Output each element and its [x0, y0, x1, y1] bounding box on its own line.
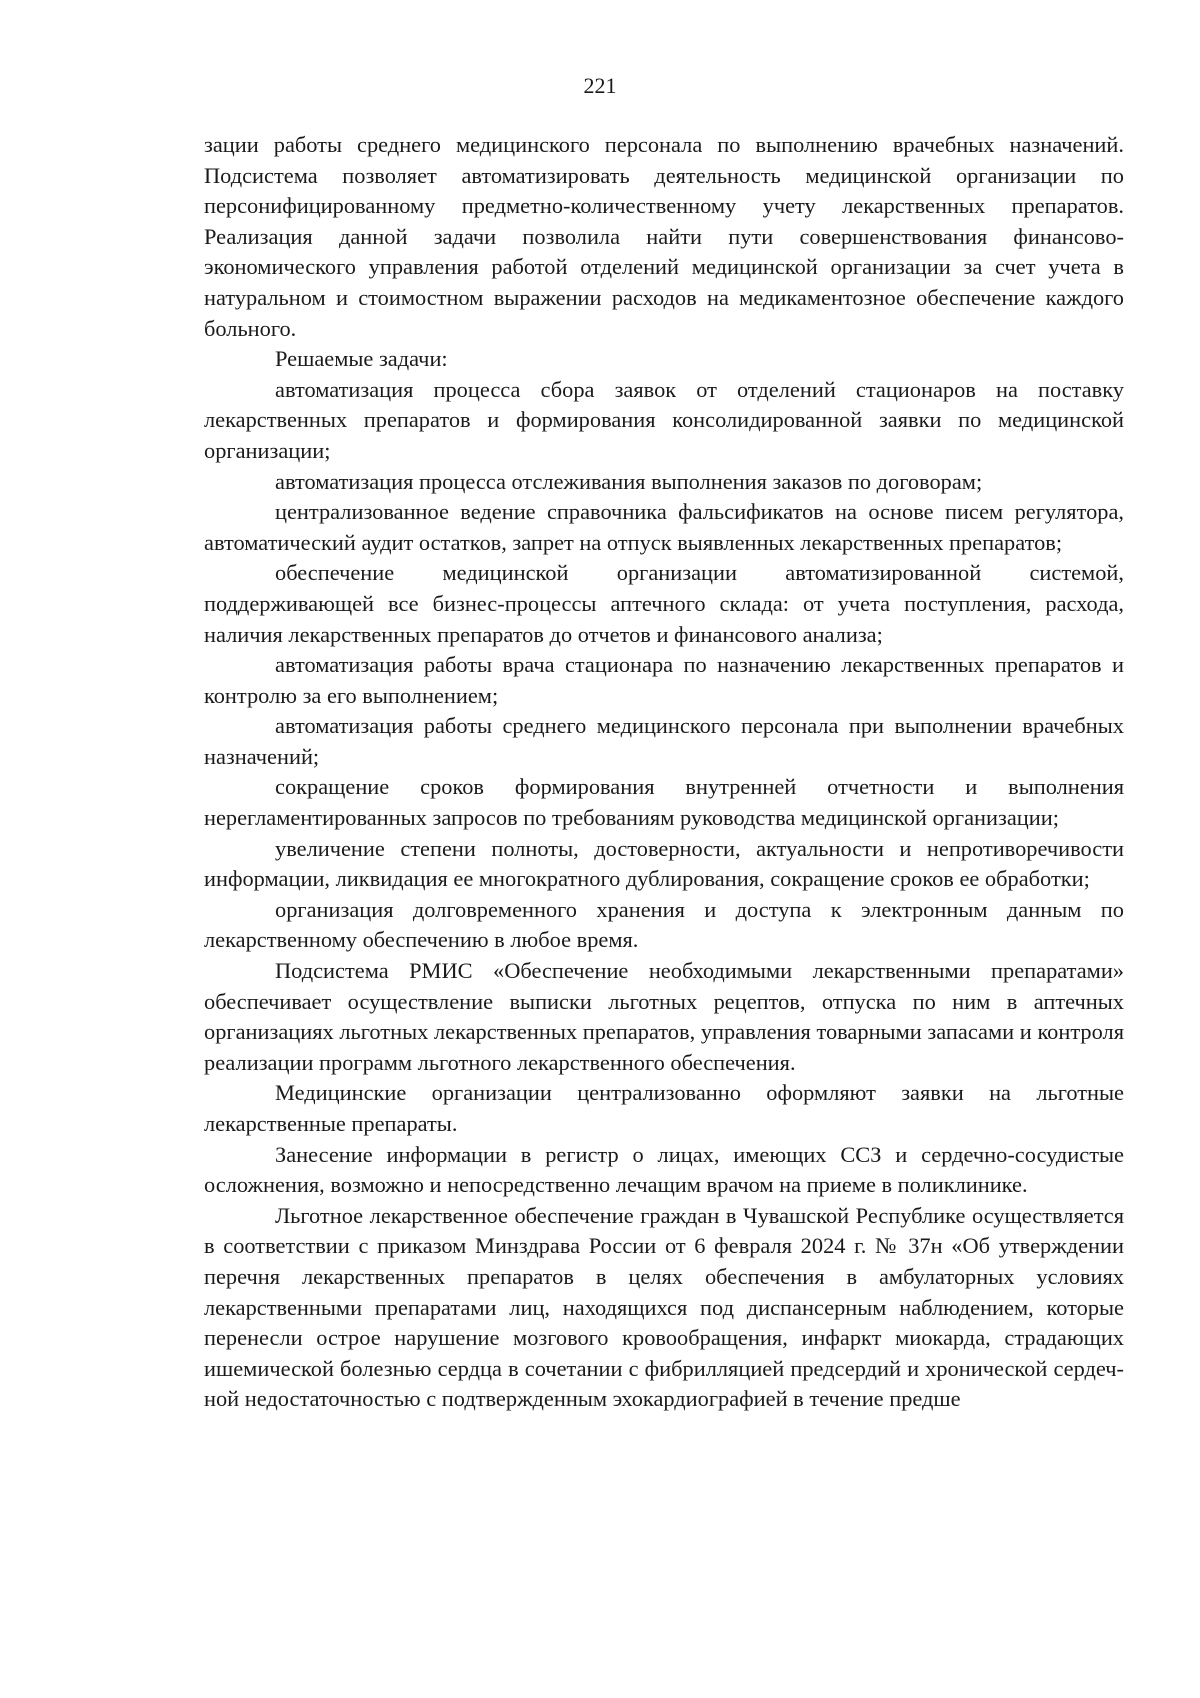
list-item-physician-prescribing: автоматизация работы врача стационара по назначению лекарственных препаратов и контролю за его выполнением;	[204, 652, 1124, 708]
list-item-order-tracking: автоматизация процесса отслеживания выполнения заказов по договорам;	[275, 468, 983, 494]
paragraph-registry-entry: Занесение информации в регистр о лицах, имеющих ССЗ и сердечно-сосудистые осложнения, возможно и непосредственно лечащим врачом на приеме в поликлинике.	[204, 1141, 1124, 1198]
list-item-reporting: сокращение сроков формирования внутренней отчетности и выполнения нерегламентированных запросов по требованиям руководства медицинской организации;	[204, 774, 1124, 831]
list-item-information-quality: увеличение степени полноты, достоверности, актуальности и непротиворечивости информации, ликвидация ее многократного дублирования, сокращение сроков ее обработки;	[204, 835, 1124, 892]
list-item-nursing-staff: автоматизация работы среднего медицинского персонала при выполнении врачебных назначений;	[204, 713, 1124, 769]
list-item-pharmacy-warehouse: обеспечение медицинской организации автоматизированной системой, поддерживающей все бизнес-процессы аптечного склада: от учета поступления, расхода, наличия лекарственных препаратов до отчетов и финансового анализа;	[204, 560, 1124, 647]
paragraph-preferential-supply: Льготное лекарственное обеспечение граждан в Чувашской Республике осуществляется в соответствии с приказом Минздрава России от 6 февраля 2024 г. № 37н «Об утверждении перечня лекарственных препаратов в целях обеспечения в амбулаторных условиях лекарственными препаратами лиц, находящихся под диспансерным наблюдением, которые перенесли острое нарушение мозгового кровообращения, инфаркт миокарда, страдающих ишемической болезнью сердца в сочетании с фибрилляцией предсердий и хронической сердечной недостаточностью с подтвержденным эхокардиографией в течение предше	[204, 1202, 1124, 1412]
paragraph-rmis-subsystem: Подсистема РМИС «Обеспечение необходимыми лекарственными препаратами» обеспечивает осуществление выписки льготных рецептов, отпуска по ним в аптечных организациях льготных лекарственных препаратов, управления товарными запасами и контроля реализации программ льготного лекарственного обеспечения.	[204, 958, 1124, 1075]
page-number: 221	[583, 73, 617, 98]
paragraph-continuation: зации работы среднего медицинского персонала по выполнению врачебных назначений. Подсистема позволяет автоматизировать деятельность медицинской организации по персонифицированному предметно-количественному учету лекарственных препаратов. Реализация данной задачи позволила найти пути совершенствования финансово-экономического управления работой отделений медицинской организации за счет учета в натуральном и стоимостном выражении расходов на медикаментозное обеспечение каждого больного.	[204, 132, 1124, 341]
list-item-counterfeit-registry: централизованное ведение справочника фальсификатов на основе писем регулятора, автоматический аудит остатков, запрет на отпуск выявленных лекарственных препаратов;	[204, 499, 1124, 555]
list-item-long-term-storage: организация долговременного хранения и доступа к электронным данным по лекарственному обеспечению в любое время.	[204, 896, 1124, 953]
list-item-requests-collection: автоматизация процесса сбора заявок от отделений стационаров на поставку лекарственных препаратов и формирования консолидированной заявки по медицинской организации;	[204, 376, 1124, 463]
paragraph-tasks-heading: Решаемые задачи:	[275, 346, 448, 372]
body-text	[204, 130, 1124, 1415]
paragraph-medical-organizations: Медицинские организации централизованно оформляют заявки на льготные лекарственные препараты.	[204, 1080, 1124, 1136]
